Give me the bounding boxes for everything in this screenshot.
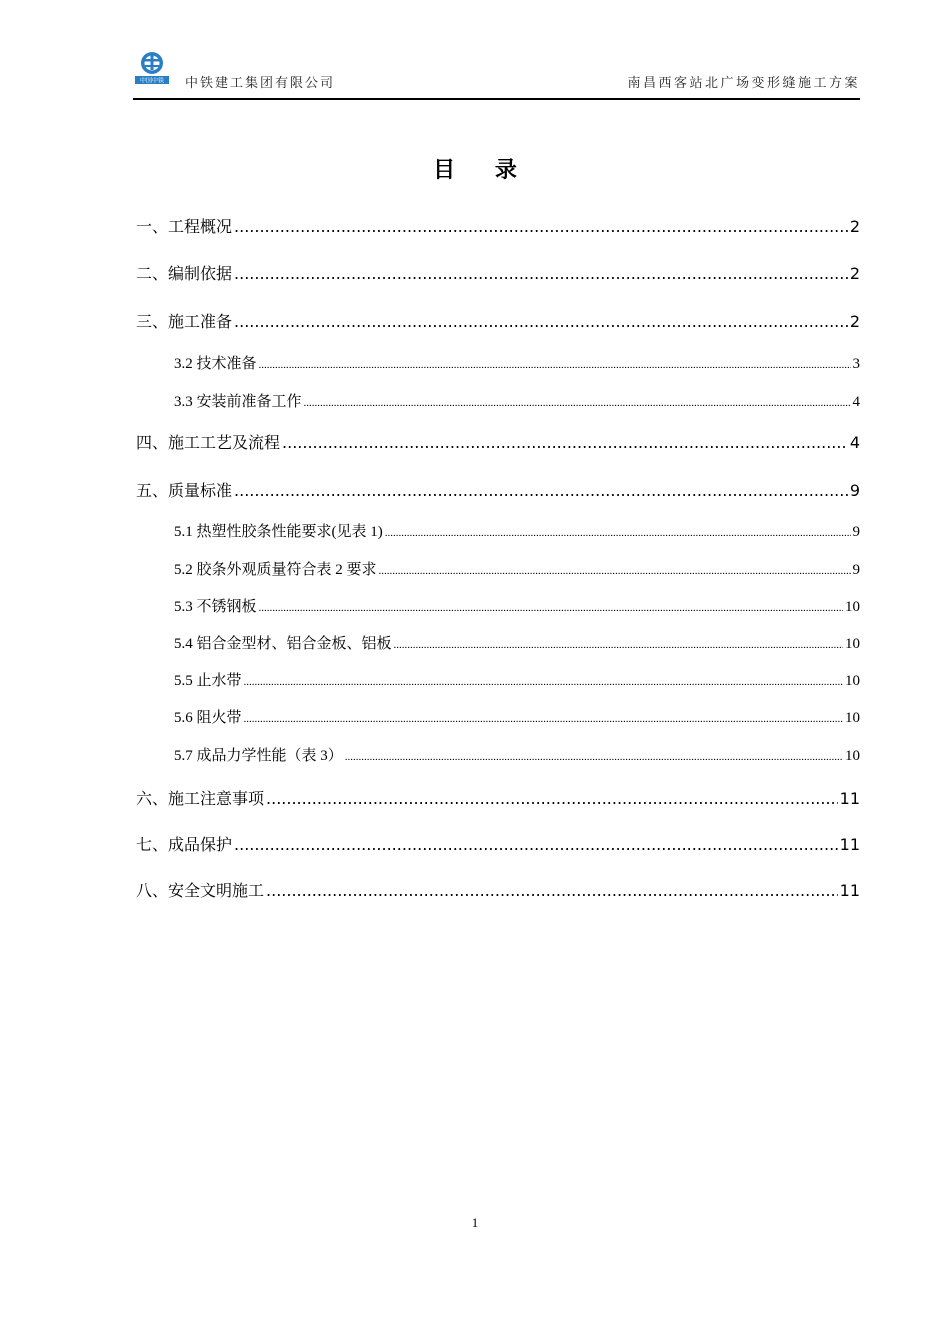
toc-title: 目 录 — [433, 158, 533, 183]
china-railway-logo-icon — [135, 50, 169, 84]
toc-entry-page: 10 — [845, 748, 860, 764]
toc-entry-page: 2 — [849, 217, 860, 236]
logo-text: 中国中铁 — [139, 77, 165, 84]
toc-entry[interactable] — [136, 478, 860, 501]
toc-entry-page: 11 — [839, 881, 860, 900]
toc-entry-label: 二、编制依据 — [136, 264, 233, 283]
toc-leader-dots — [234, 217, 848, 236]
toc-entry[interactable] — [174, 706, 860, 727]
toc-entry-label: 5.5 止水带 — [174, 673, 242, 689]
toc-entry-page: 9 — [849, 481, 860, 500]
toc-entry-page: 10 — [845, 636, 860, 652]
toc-entry[interactable] — [136, 786, 860, 809]
toc-entry-label: 八、安全文明施工 — [136, 881, 265, 900]
toc-entry[interactable] — [174, 558, 860, 579]
toc-leader-dots — [266, 789, 838, 808]
toc-leader-dots — [379, 565, 851, 577]
toc-entry-label: 六、施工注意事项 — [136, 789, 265, 808]
toc-leader-dots — [259, 602, 843, 614]
toc-entry-page: 2 — [849, 312, 860, 331]
toc-entry-label: 5.3 不锈钢板 — [174, 599, 257, 615]
toc-entry-label: 5.1 热塑性胶条性能要求(见表 1) — [174, 524, 383, 540]
toc-entry[interactable] — [174, 669, 860, 690]
toc-entry-page: 4 — [849, 433, 860, 452]
document-title: 南昌西客站北广场变形缝施工方案 — [627, 76, 860, 91]
toc-entry-page: 10 — [845, 673, 860, 689]
toc-leader-dots — [244, 676, 843, 688]
toc-leader-dots — [266, 881, 838, 900]
toc-entry-label: 5.7 成品力学性能（表 3） — [174, 748, 343, 764]
toc-leader-dots — [345, 751, 843, 763]
toc-leader-dots — [304, 397, 851, 409]
toc-entry-label: 七、成品保护 — [136, 835, 233, 854]
toc-leader-dots — [234, 312, 848, 331]
toc-leader-dots — [234, 481, 848, 500]
toc-entry[interactable] — [136, 832, 860, 855]
toc-leader-dots — [234, 264, 848, 283]
toc-entry[interactable] — [174, 595, 860, 616]
toc-entry[interactable] — [136, 309, 860, 332]
page-number: 1 — [471, 1215, 479, 1230]
toc-entry-page: 4 — [852, 394, 860, 410]
toc-entry[interactable] — [136, 878, 860, 901]
toc-entry-page: 9 — [852, 562, 860, 578]
toc-entry-page: 2 — [849, 264, 860, 283]
toc-entry[interactable] — [136, 430, 860, 453]
company-name: 中铁建工集团有限公司 — [185, 76, 336, 91]
page-header — [133, 48, 860, 100]
toc-entry[interactable] — [174, 520, 860, 541]
toc-leader-dots — [385, 527, 851, 539]
toc-entry-label: 3.2 技术准备 — [174, 356, 257, 372]
toc-entry-page: 3 — [852, 356, 860, 372]
toc-leader-dots — [234, 835, 838, 854]
toc-entry-label: 四、施工工艺及流程 — [136, 433, 281, 452]
toc-entry[interactable] — [136, 261, 860, 284]
toc-entry-page: 10 — [845, 599, 860, 615]
toc-entry-label: 三、施工准备 — [136, 312, 233, 331]
toc-entry-label: 5.2 胶条外观质量符合表 2 要求 — [174, 562, 377, 578]
toc-entry-label: 一、工程概况 — [136, 217, 233, 236]
toc-entry-label: 3.3 安装前准备工作 — [174, 394, 302, 410]
toc-entry[interactable] — [174, 632, 860, 653]
toc-leader-dots — [259, 359, 851, 371]
toc-entry-page: 10 — [845, 710, 860, 726]
toc-entry-label: 五、质量标准 — [136, 481, 233, 500]
toc-entry[interactable] — [174, 744, 860, 765]
toc-entry[interactable] — [174, 352, 860, 373]
toc-leader-dots — [394, 639, 843, 651]
toc-entry-label: 5.6 阻火带 — [174, 710, 242, 726]
toc-entry-page: 11 — [839, 789, 860, 808]
toc-entry[interactable] — [136, 214, 860, 237]
toc-leader-dots — [244, 713, 843, 725]
toc-leader-dots — [282, 433, 848, 452]
toc-entry[interactable] — [174, 390, 860, 411]
toc-entry-page: 11 — [839, 835, 860, 854]
toc-entry-page: 9 — [852, 524, 860, 540]
toc-entry-label: 5.4 铝合金型材、铝合金板、铝板 — [174, 636, 392, 652]
